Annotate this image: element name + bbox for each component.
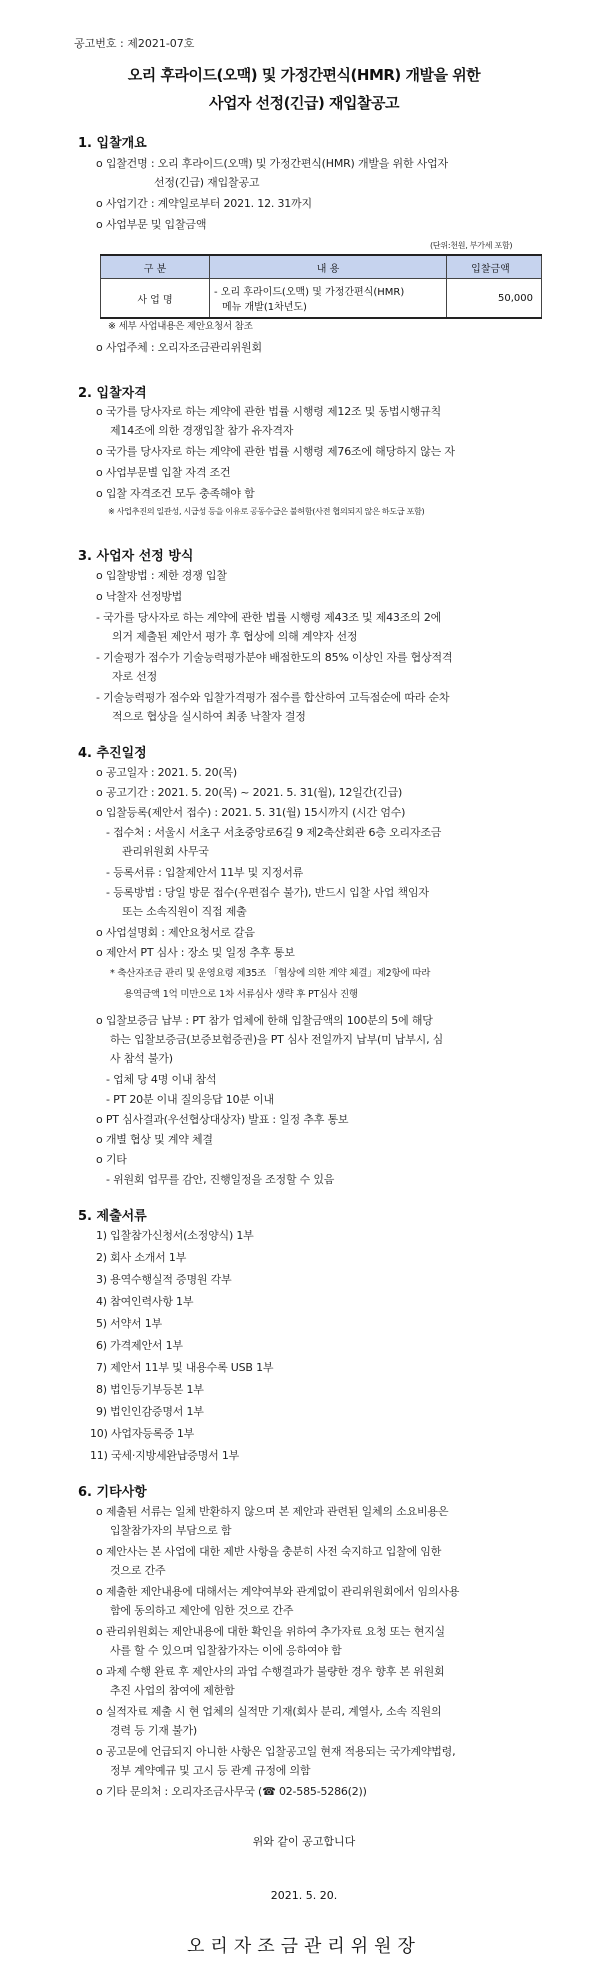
s3-item-method: o 입찰방법 : 제한 경쟁 입찰 — [96, 569, 227, 582]
section-1-heading: 1. 입찰개요 — [78, 136, 147, 151]
s6-item-2-cont: 것으로 간주 — [110, 1564, 166, 1577]
table-cell-category: 사 업 명 — [101, 279, 210, 319]
s4-sub-pt-time: - PT 20분 이내 질의응답 10분 이내 — [106, 1093, 274, 1106]
s6-item-7: o 공고문에 언급되지 아니한 사항은 입찰공고일 현재 적용되는 국가계약법령, — [96, 1745, 456, 1758]
list-item: 6) 가격제안서 1부 — [96, 1339, 183, 1352]
list-item: 10) 사업자등록증 1부 — [90, 1427, 195, 1440]
s4-item-deposit-cont1: 하는 입찰보증금(보증보험증권)을 PT 심사 전일까지 납부(미 납부시, 심 — [110, 1033, 444, 1046]
list-item: 1) 입찰참가신청서(소정양식) 1부 — [96, 1229, 254, 1242]
notice-number: 공고번호 : 제2021-07호 — [74, 37, 195, 50]
s4-item-deposit-cont2: 사 참석 불가) — [110, 1052, 173, 1065]
s3-sub-2: - 기술평가 점수가 기술능력평가분야 배점한도의 85% 이상인 자를 협상적격 — [96, 651, 453, 664]
s2-item-1: o 국가를 당사자로 하는 계약에 관한 법률 시행령 제12조 및 동법시행규칙 — [96, 405, 442, 418]
s3-sub-1-cont: 의거 제출된 제안서 평가 후 협상에 의해 계약자 선정 — [112, 630, 358, 643]
list-item: 4) 참여인력사항 1부 — [96, 1295, 194, 1308]
list-item: 5) 서약서 1부 — [96, 1317, 162, 1330]
list-item: 8) 법인등기부등본 1부 — [96, 1383, 204, 1396]
table-cell-content-line2: 메뉴 개발(1차년도) — [222, 302, 307, 313]
organization-signature: 오리자조금관리위원장 — [187, 1936, 421, 1957]
s4-sub-adjust: - 위원회 업무를 감안, 진행일정을 조정할 수 있음 — [106, 1173, 335, 1186]
s2-item-4: o 입찰 자격조건 모두 충족해야 함 — [96, 487, 255, 500]
table-header-row — [101, 255, 542, 279]
s3-sub-3-cont: 적으로 협상을 실시하여 최종 낙찰자 결정 — [112, 710, 306, 723]
s4-item-announcement: o PT 심사결과(우선협상대상자) 발표 : 일정 추후 통보 — [96, 1113, 349, 1126]
list-item: 2) 회사 소개서 1부 — [96, 1251, 187, 1264]
s2-note: ※ 사업추진의 일관성, 시급성 등을 이유로 공동수급은 불허함(사전 협의되지 않은 하도급 포함) — [108, 506, 425, 516]
s1-item-name-cont: 선정(긴급) 재입찰공고 — [154, 176, 260, 189]
s6-item-4-cont: 사를 할 수 있으며 입찰참가자는 이에 응하여야 함 — [110, 1644, 342, 1657]
table-header-amount: 입찰금액 — [447, 255, 542, 279]
s6-item-3-cont: 함에 동의하고 제안에 임한 것으로 간주 — [110, 1604, 294, 1617]
s4-sub-reception: - 접수처 : 서울시 서초구 서초중앙로6길 9 제2축산회관 6층 오리자조금 — [106, 826, 442, 839]
s4-sub-method: - 등록방법 : 당일 방문 접수(우편접수 불가), 반드시 입찰 사업 책임자 — [106, 886, 429, 899]
s4-note-regulation-cont: 용역금액 1억 미만으로 1차 서류심사 생략 후 PT심사 진행 — [124, 989, 358, 1000]
list-item: 11) 국세·지방세완납증명서 1부 — [90, 1449, 240, 1462]
s2-item-2: o 국가를 당사자로 하는 계약에 관한 법률 시행령 제76조에 해당하지 않는 자 — [96, 445, 455, 458]
closing-statement: 위와 같이 공고합니다 — [252, 1835, 356, 1848]
table-cell-content — [210, 279, 447, 319]
table-header-content: 내 용 — [210, 255, 447, 279]
section-5-heading: 5. 제출서류 — [78, 1209, 147, 1224]
s1-unit-note: (단위:천원, 부가세 포함) — [430, 240, 513, 250]
notice-date: 2021. 5. 20. — [270, 1889, 338, 1902]
section-2-heading: 2. 입찰자격 — [78, 386, 147, 401]
s1-item-name: o 입찰건명 : 오리 후라이드(오맥) 및 가정간편식(HMR) 개발을 위한 사업자 — [96, 157, 448, 170]
s2-item-3: o 사업부문별 입찰 자격 조건 — [96, 466, 231, 479]
s3-sub-3: - 기술능력평가 점수와 입찰가격평가 점수를 합산하여 고득점순에 따라 순차 — [96, 691, 450, 704]
s4-item-deposit: o 입찰보증금 납부 : PT 참가 업체에 한해 입찰금액의 100분의 5에 해당 — [96, 1014, 433, 1027]
s6-item-5: o 과제 수행 완료 후 제안사의 과업 수행결과가 불량한 경우 향후 본 위원회 — [96, 1665, 445, 1678]
title-line-1: 오리 후라이드(오맥) 및 가정간편식(HMR) 개발을 위한 — [127, 66, 481, 84]
s4-item-etc: o 기타 — [96, 1153, 127, 1166]
s4-note-regulation: * 축산자조금 관리 및 운영요령 제35조 「협상에 의한 계약 체결」제2항에 따라 — [110, 968, 431, 979]
s4-sub-attendees: - 업체 당 4명 이내 참석 — [106, 1073, 217, 1086]
s6-item-4: o 관리위원회는 제안내용에 대한 확인을 위하여 추가자료 요청 또는 현지실 — [96, 1625, 445, 1638]
s1-table-note: ※ 세부 사업내용은 제안요청서 참조 — [108, 321, 253, 332]
s6-item-3: o 제출한 제안내용에 대해서는 계약여부와 관계없이 관리위원회에서 임의사용 — [96, 1585, 460, 1598]
s4-item-registration: o 입찰등록(제안서 접수) : 2021. 5. 31(월) 15시까지 (시간 엄수) — [96, 806, 406, 819]
s4-item-period: o 공고기간 : 2021. 5. 20(목) ~ 2021. 5. 31(월), 12일간(긴급) — [96, 786, 403, 799]
s1-item-division: o 사업부문 및 입찰금액 — [96, 218, 207, 231]
s1-item-period: o 사업기간 : 계약일로부터 2021. 12. 31까지 — [96, 197, 312, 210]
section-4-heading: 4. 추진일정 — [78, 746, 147, 761]
s6-item-6-cont: 경력 등 기재 불가) — [110, 1724, 197, 1737]
list-item: 9) 법인인감증명서 1부 — [96, 1405, 204, 1418]
list-item: 7) 제안서 11부 및 내용수록 USB 1부 — [96, 1361, 274, 1374]
s2-item-1-cont: 제14조에 의한 경쟁입찰 참가 유자격자 — [110, 424, 294, 437]
s6-item-1-cont: 입찰참가자의 부담으로 함 — [110, 1524, 232, 1537]
s4-sub-documents: - 등록서류 : 입찰제안서 11부 및 지정서류 — [106, 866, 304, 879]
s4-sub-method-cont: 또는 소속직원이 직접 제출 — [122, 905, 247, 918]
s6-item-1: o 제출된 서류는 일체 반환하지 않으며 본 제안과 관련된 일체의 소요비용은 — [96, 1505, 449, 1518]
s6-item-7-cont: 정부 계약예규 및 고시 등 관계 규정에 의함 — [110, 1764, 311, 1777]
s3-item-selection: o 낙찰자 선정방법 — [96, 590, 183, 603]
section-6-heading: 6. 기타사항 — [78, 1485, 147, 1500]
s4-item-contract: o 개별 협상 및 계약 체결 — [96, 1133, 213, 1146]
s4-item-briefing: o 사업설명회 : 제안요청서로 갈음 — [96, 926, 255, 939]
s6-item-5-cont: 추진 사업의 참여에 제한함 — [110, 1684, 235, 1697]
section-3-heading: 3. 사업자 선정 방식 — [78, 549, 194, 564]
table-row — [101, 279, 542, 319]
s4-sub-reception-cont: 관리위원회 사무국 — [122, 845, 209, 858]
s3-sub-1: - 국가를 당사자로 하는 계약에 관한 법률 시행령 제43조 및 제43조의 2에 — [96, 611, 442, 624]
title-line-2: 사업자 선정(긴급) 재입찰공고 — [208, 94, 400, 112]
s6-item-6: o 실적자료 제출 시 현 업체의 실적만 기재(회사 분리, 계열사, 소속 직원의 — [96, 1705, 442, 1718]
s1-item-host: o 사업주체 : 오리자조금관리위원회 — [96, 341, 262, 354]
s6-item-contact: o 기타 문의처 : 오리자조금사무국 (☎ 02-585-5286(2)) — [96, 1785, 367, 1798]
s6-item-2: o 제안사는 본 사업에 대한 제반 사항을 충분히 사전 숙지하고 입찰에 임한 — [96, 1545, 442, 1558]
s3-sub-2-cont: 자로 선정 — [112, 670, 158, 683]
table-cell-content-line1: - 오리 후라이드(오맥) 및 가정간편식(HMR) — [214, 287, 405, 298]
s4-item-date: o 공고일자 : 2021. 5. 20(목) — [96, 766, 238, 779]
table-header-category: 구 분 — [101, 255, 210, 279]
bid-info-table — [100, 254, 542, 319]
list-item: 3) 용역수행실적 증명원 각부 — [96, 1273, 232, 1286]
table-cell-amount: 50,000 — [447, 279, 542, 319]
s4-item-pt-review: o 제안서 PT 심사 : 장소 및 일정 추후 통보 — [96, 946, 295, 959]
